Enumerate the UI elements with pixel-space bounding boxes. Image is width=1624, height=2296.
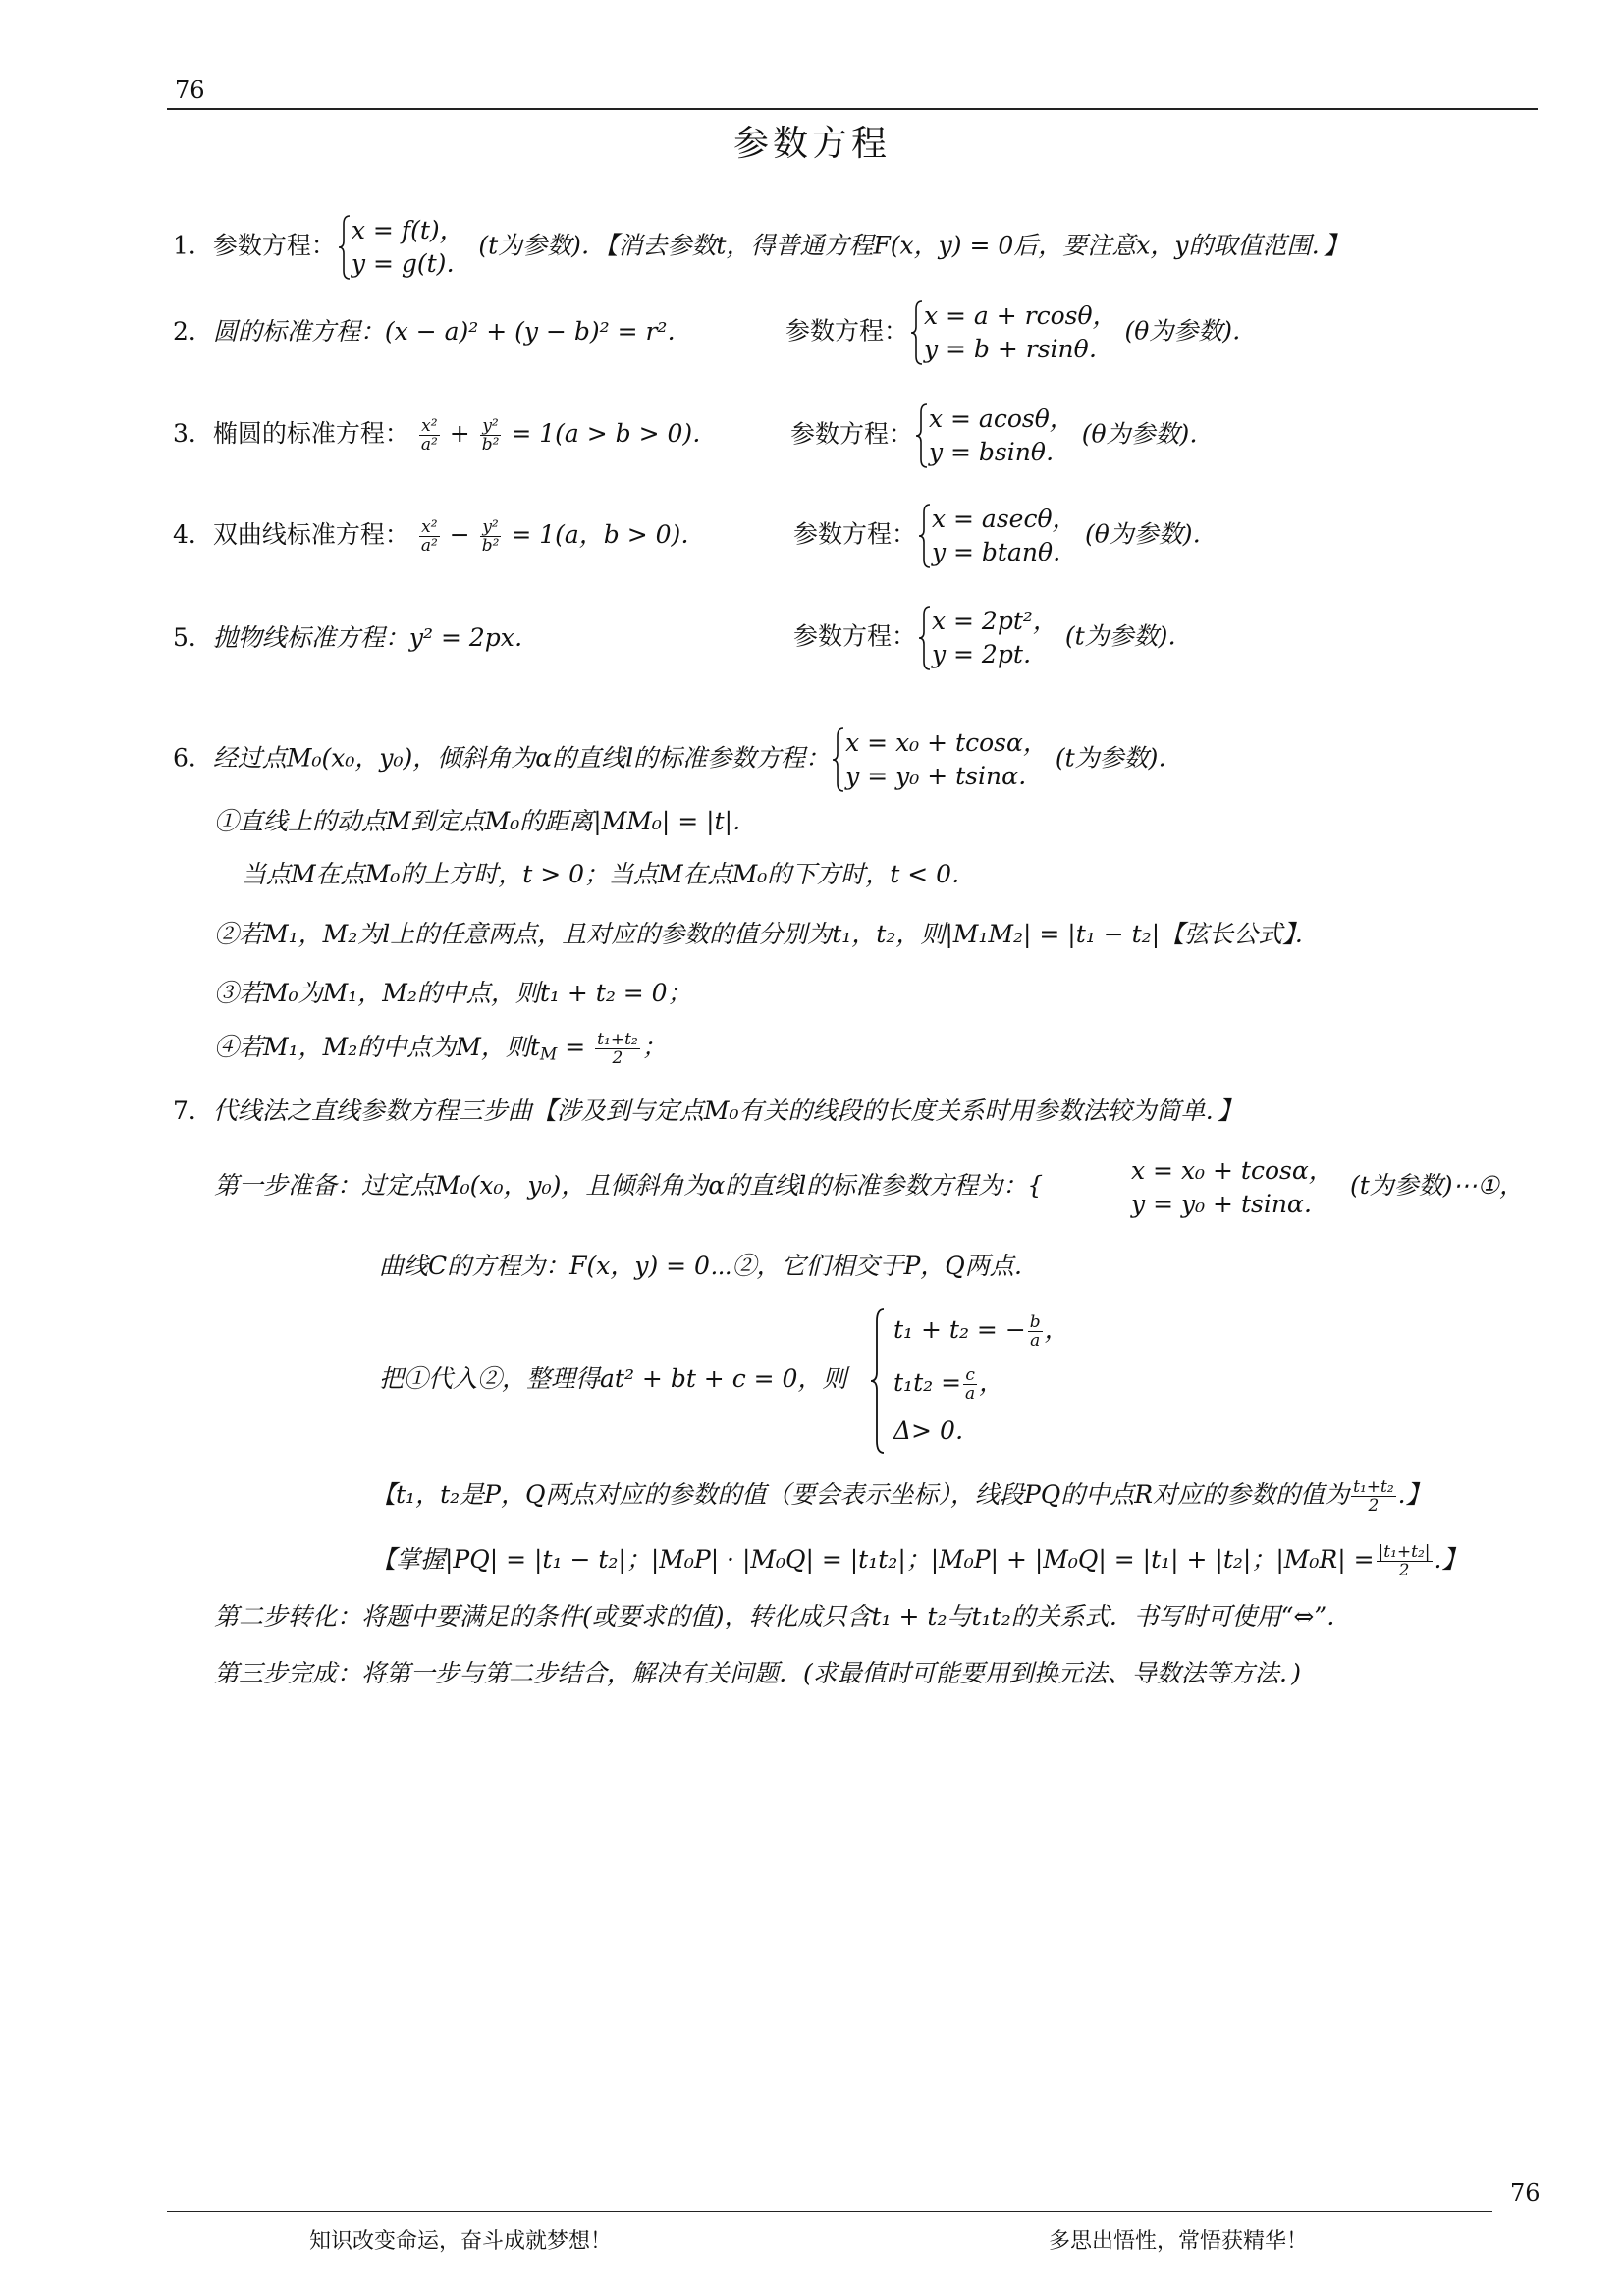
item-1-note: (t为参数)．【消去参数t，得普通方程F(x，y) = 0后，要注意x，y的取值范围．】 [478, 231, 1349, 260]
item-7-note-1: 【t₁，t₂是P，Q两点对应的参数的值（要会表示坐标），线段PQ的中点R对应的参数的值为 $\frac{\text{t₁+t₂}}{2}$ .】 [371, 1477, 1431, 1516]
page-number-top: 76 [175, 77, 205, 104]
item-6-sub-1: ①直线上的动点M到定点M₀的距离|MM₀| = |t|． [214, 807, 758, 835]
item-2-note: (θ为参数)． [1124, 316, 1258, 346]
item-3-eq-y: y = bsinθ． [928, 438, 1070, 466]
item-4-frac-y: $\frac{\text{y²}}{\text{b²}}$ [481, 517, 500, 556]
item-7-step-1-system [1131, 1154, 1333, 1221]
item-2-system [916, 299, 1117, 366]
item-3-rest: = 1(a > b > 0)． [511, 419, 718, 448]
item-6-sub-2: ②若M₁，M₂为l上的任意两点，且对应的参数的值分别为t₁，t₂，则|M₁M₂| = |t₁ − t₂|【弦长公式】． [214, 920, 1320, 948]
item-4-system [924, 503, 1077, 569]
item-7-step-2: 第二步转化：将题中要满足的条件(或要求的值)，转化成只含t₁ + t₂与t₁t₂的关系式．书写时可使用“⇔”． [214, 1602, 1352, 1630]
item-6-eq-y: y = y₀ + tsinα． [845, 762, 1043, 790]
brace-icon [870, 1308, 886, 1455]
item-2-number: 2． [173, 317, 213, 346]
item-7-label: 代线法之直线参数方程三步曲【涉及到与定点M₀有关的线段的长度关系时用参数法较为简单．】 [212, 1096, 1243, 1125]
item-4-op: − [449, 520, 470, 549]
item-7-substitute: 把①代入②，整理得at² + bt + c = 0，则 [379, 1364, 847, 1393]
item-7-vieta-product: t₁t₂ = $\frac{c}{a}$ ， [893, 1365, 1004, 1404]
item-4-eq-x: x = asecθ， [931, 505, 1077, 533]
brace-icon [915, 402, 929, 469]
item-2 [173, 317, 691, 347]
item-6-sub-1b: 当点M在点M₀的上方时，t > 0；当点M在点M₀的下方时，t < 0． [242, 860, 977, 888]
item-7-step-3: 第三步完成：将第一步与第二步结合，解决有关问题．(求最值时可能要用到换元法、导数法等方法．) [214, 1659, 1302, 1687]
item-1 [173, 214, 1348, 281]
item-6-system [838, 726, 1048, 793]
item-6-sub-3: ③若M₀为M₁，M₂的中点，则t₁ + t₂ = 0； [214, 979, 692, 1007]
page-title: 参数方程 [732, 124, 891, 164]
item-6-number: 6． [173, 743, 213, 773]
brace-icon [918, 605, 932, 671]
item-3-eq-x: x = acosθ， [928, 404, 1074, 433]
item-5-param [793, 605, 1192, 671]
brace-icon [832, 726, 845, 793]
item-7-curve: 曲线C的方程为：F(x，y) = 0⋯②，它们相交于P，Q两点． [379, 1252, 1039, 1280]
item-2-param-label: 参数方程： [785, 316, 909, 346]
item-1-label: 参数方程： [212, 231, 336, 260]
item-5-note: (t为参数)． [1064, 621, 1193, 651]
footer-motto-left: 知识改变命运，奋斗成就梦想！ [309, 2229, 613, 2254]
item-1-eq-y: y = g(t)． [351, 249, 471, 278]
brace-icon [918, 503, 932, 569]
footer-rule [167, 2211, 1492, 2212]
item-6-sub-4-frac: $\frac{\text{t₁+t₂}}{2}$ [597, 1030, 638, 1068]
item-1-number: 1． [173, 231, 213, 260]
item-4-frac-x: $\frac{\text{x²}}{\text{a²}}$ [420, 517, 438, 556]
item-4-number: 4． [173, 520, 213, 549]
item-5 [173, 623, 539, 653]
item-4-param-label: 参数方程： [793, 519, 917, 549]
item-7-vieta-delta: Δ> 0． [893, 1416, 980, 1445]
item-3-param-label: 参数方程： [790, 419, 914, 449]
item-3-frac-x: $\frac{\text{x²}}{\text{a²}}$ [420, 416, 438, 454]
item-3-op: + [449, 419, 470, 448]
item-4-label: 双曲线标准方程： [212, 520, 409, 549]
item-2-eq-y: y = b + rsinθ． [923, 335, 1113, 363]
item-4-note: (θ为参数)． [1085, 519, 1218, 549]
item-7-step-1-label: 第一步准备：过定点M₀(x₀，y₀)，且倾斜角为α的直线l的标准参数方程为：{ [214, 1171, 1044, 1200]
item-4 [173, 518, 705, 555]
item-4-param [793, 503, 1218, 569]
item-7-step-1 [214, 1171, 1043, 1201]
item-2-eq-x: x = a + rcosθ， [923, 301, 1117, 330]
item-6-note: (t为参数)． [1055, 743, 1183, 773]
footer-motto-right: 多思出悟性，常悟获精华！ [1049, 2229, 1309, 2254]
item-6-eq-x: x = x₀ + tcosα， [845, 728, 1048, 757]
page-number-bottom: 76 [1510, 2179, 1541, 2207]
item-5-eq-y: y = 2pt． [931, 640, 1048, 668]
item-7-vieta-sum: t₁ + t₂ = − $\frac{b}{a}$ ， [893, 1312, 1069, 1351]
brace-icon [910, 299, 924, 366]
item-3-label: 椭圆的标准方程： [212, 419, 409, 448]
item-7-number: 7． [173, 1096, 213, 1125]
item-7-note-2: 【掌握|PQ| = |t₁ − t₂|；|M₀P| · |M₀Q| = |t₁t₂|；|M₀P| + |M₀Q| = |t₁| + |t₂|；|M₀R| = $\frac{\text{|t₁+t₂|}}{2}$ .】 [371, 1542, 1467, 1580]
item-3-frac-y: $\frac{\text{y²}}{\text{b²}}$ [481, 416, 500, 454]
item-5-param-label: 参数方程： [793, 621, 917, 651]
item-3 [173, 417, 717, 454]
brace-icon [338, 214, 352, 281]
item-6-label: 经过点M₀(x₀，y₀)，倾斜角为α的直线l的标准参数方程： [212, 743, 831, 773]
item-4-eq-y: y = btanθ． [931, 538, 1078, 566]
item-1-system [344, 214, 471, 281]
item-7-step-1-eq-x: x = x₀ + tcosα， [1131, 1156, 1333, 1185]
item-3-param [790, 402, 1214, 469]
item-5-label: 抛物线标准方程：y² = 2px． [212, 623, 539, 652]
item-5-eq-x: x = 2pt²， [931, 607, 1057, 635]
item-3-note: (θ为参数)． [1081, 419, 1215, 449]
item-3-number: 3． [173, 419, 213, 448]
header-rule [167, 108, 1538, 110]
item-1-eq-x: x = f(t)， [351, 216, 464, 244]
item-6 [173, 726, 1182, 793]
item-5-number: 5． [173, 623, 213, 652]
item-7-step-1-note: (t为参数)⋯①， [1350, 1171, 1524, 1200]
item-4-rest: = 1(a，b > 0)． [511, 520, 706, 549]
item-5-system [924, 605, 1057, 671]
item-2-label: 圆的标准方程：(x − a)² + (y − b)² = r²． [212, 317, 692, 346]
item-7 [173, 1096, 1242, 1126]
item-6-sub-4: ④若M₁，M₂的中点为M，则$t_M$ = $\frac{\text{t₁+t₂}}{2}$ ； [214, 1030, 667, 1068]
item-7-step-1-eq-y: y = y₀ + tsinα． [1131, 1190, 1328, 1218]
item-2-param [785, 299, 1257, 366]
item-3-system [921, 402, 1074, 469]
